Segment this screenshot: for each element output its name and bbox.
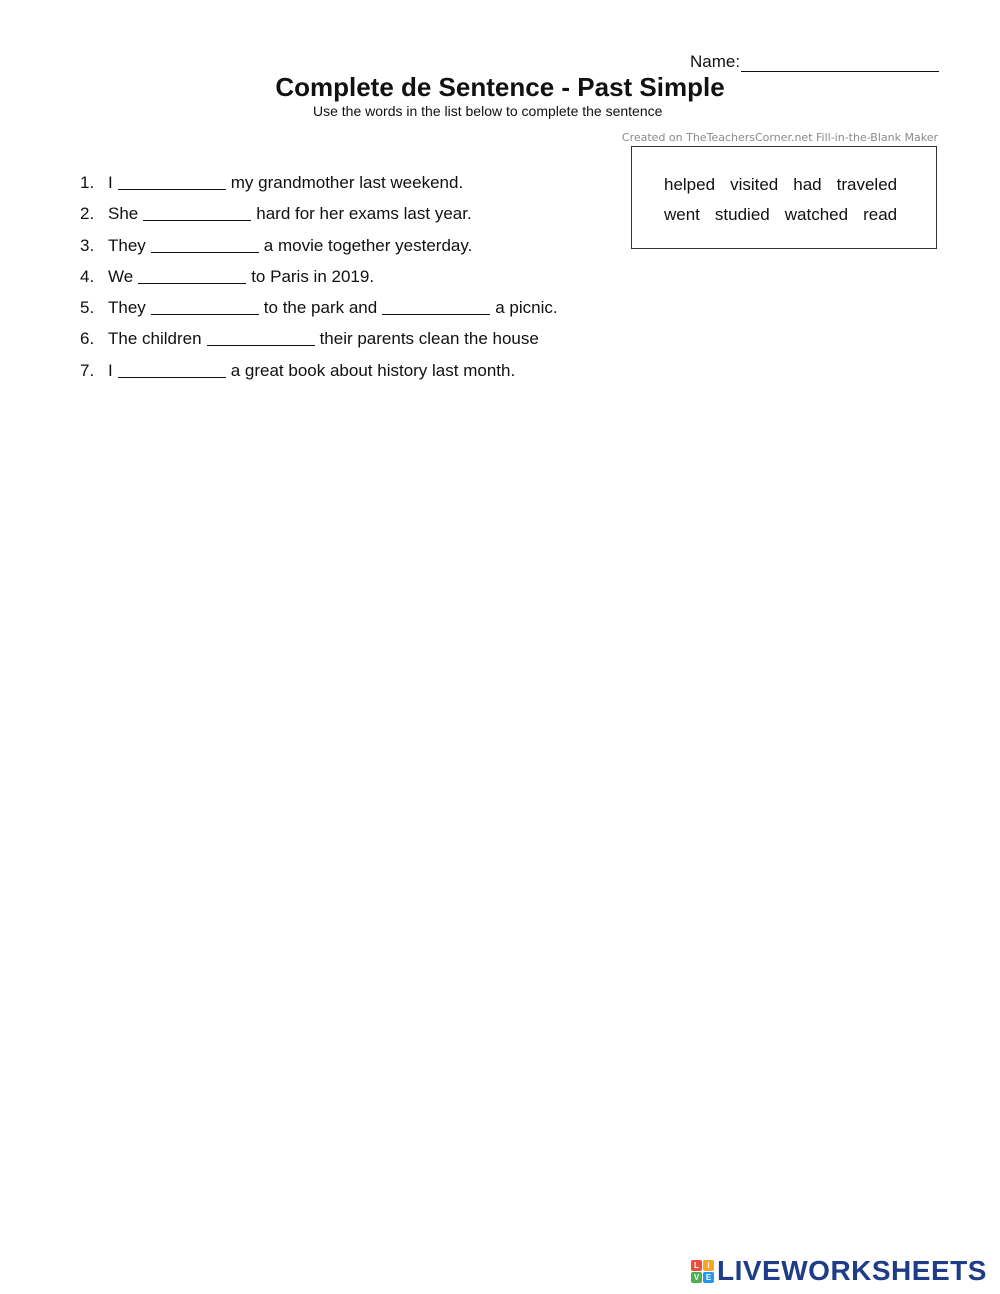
question-number: 3. (80, 235, 95, 255)
name-blank-line[interactable] (741, 52, 939, 72)
question-number: 6. (80, 329, 95, 349)
question-6 (80, 329, 558, 360)
question-text: a picnic. (495, 298, 558, 318)
liveworksheets-logo (691, 1255, 987, 1287)
question-text: We (108, 266, 134, 286)
question-text: They (108, 298, 146, 318)
question-1 (80, 173, 558, 204)
question-4 (80, 267, 558, 298)
answer-blank[interactable] (138, 267, 246, 284)
answer-blank[interactable] (118, 361, 226, 378)
word-bank-item: studied (714, 205, 770, 224)
question-text: The children (108, 329, 202, 349)
question-text: their parents clean the house (319, 329, 539, 349)
answer-blank[interactable] (118, 173, 226, 190)
name-label: Name: (690, 52, 741, 71)
question-number: 5. (80, 298, 95, 318)
question-2 (80, 204, 558, 235)
question-list (80, 173, 558, 392)
question-number: 1. (80, 173, 95, 192)
logo-text: LIVEWORKSHEETS (717, 1255, 987, 1286)
worksheet-title: Complete de Sentence - Past Simple (275, 72, 725, 102)
word-bank-item: had (793, 175, 822, 194)
word-bank-item: helped (664, 175, 716, 194)
word-bank-row-1 (664, 175, 912, 195)
question-text: to Paris in 2019. (251, 266, 375, 286)
question-7 (80, 361, 558, 392)
word-bank-item: visited (730, 175, 779, 194)
question-text: hard for her exams last year. (256, 204, 472, 224)
question-text: I (108, 360, 113, 380)
word-bank (631, 146, 937, 249)
question-number: 2. (80, 204, 95, 224)
question-text: She (108, 204, 139, 224)
question-number: 4. (80, 266, 95, 286)
liveworksheets-logo-icon (691, 1260, 714, 1283)
logo-mark-letter: V (691, 1272, 702, 1283)
logo-mark-letter: I (703, 1260, 714, 1271)
question-text: They (108, 235, 146, 255)
logo-mark-letter: L (691, 1260, 702, 1271)
answer-blank[interactable] (143, 204, 251, 221)
question-text: a great book about history last month. (230, 360, 516, 380)
question-text: I (108, 173, 113, 192)
question-number: 7. (80, 360, 95, 380)
question-3 (80, 236, 558, 267)
word-bank-item: went (664, 205, 700, 224)
logo-mark-letter: E (703, 1272, 714, 1283)
word-bank-row-2 (664, 205, 912, 225)
word-bank-item: traveled (836, 175, 898, 194)
answer-blank[interactable] (151, 298, 259, 315)
answer-blank[interactable] (382, 298, 490, 315)
credit-line: Created on TheTeachersCorner.net Fill-in-the-Blank Maker (621, 131, 938, 144)
name-field (690, 52, 939, 72)
word-bank-item: read (863, 205, 898, 224)
question-text: to the park and (263, 298, 378, 318)
question-text: a movie together yesterday. (263, 235, 473, 255)
question-text: my grandmother last weekend. (230, 173, 464, 192)
answer-blank[interactable] (207, 329, 315, 346)
answer-blank[interactable] (151, 236, 259, 253)
worksheet-instructions: Use the words in the list below to complete the sentence (313, 103, 663, 119)
question-5 (80, 298, 558, 329)
word-bank-item: watched (784, 205, 849, 224)
